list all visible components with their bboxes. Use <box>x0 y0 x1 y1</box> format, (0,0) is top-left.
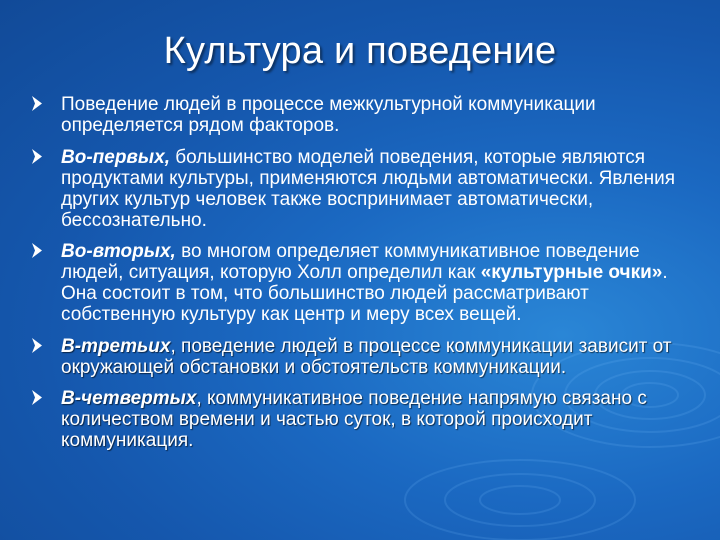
item-tail: . Она состоит в том, что большинство людей рассматривают собственную культуру как центр и меру всех вещей. <box>61 262 668 325</box>
bullet-item <box>30 336 690 378</box>
item-lead: В-четвертых <box>61 388 197 409</box>
item-lead: В-третьих <box>61 335 171 357</box>
arrowhead-bullet-icon <box>30 95 44 112</box>
item-text: , поведение людей в процессе коммуникации зависит от окружающей обстановки и обстоятельств коммуникации. <box>61 335 672 378</box>
bullet-list <box>30 94 690 462</box>
bullet-item <box>30 94 690 136</box>
bullet-item <box>30 147 690 231</box>
arrowhead-bullet-icon <box>30 389 44 406</box>
item-emphasis: «культурные очки» <box>480 262 663 283</box>
arrowhead-bullet-icon <box>30 242 44 259</box>
bullet-item <box>30 241 690 325</box>
item-text: большинство моделей поведения, которые являются продуктами культуры, применяются людьми автоматически. Явления других культур человек также воспринимает автоматически, бессознательно. <box>61 146 676 231</box>
slide-title: Культура и поведение <box>163 30 557 72</box>
item-lead: Во-вторых, <box>61 241 176 262</box>
arrowhead-bullet-icon <box>30 337 44 354</box>
bullet-item <box>30 388 690 451</box>
item-text: Поведение людей в процессе межкультурной коммуникации определяется рядом факторов. <box>61 94 596 136</box>
arrowhead-bullet-icon <box>30 148 44 165</box>
item-text: во многом определяет коммуникативное поведение людей, ситуация, которую Холл определил как <box>61 241 640 283</box>
item-text: , коммуникативное поведение напрямую связано с количеством времени и частью суток, в которой происходит коммуникация. <box>61 388 647 451</box>
item-lead: Во-первых, <box>61 146 170 168</box>
